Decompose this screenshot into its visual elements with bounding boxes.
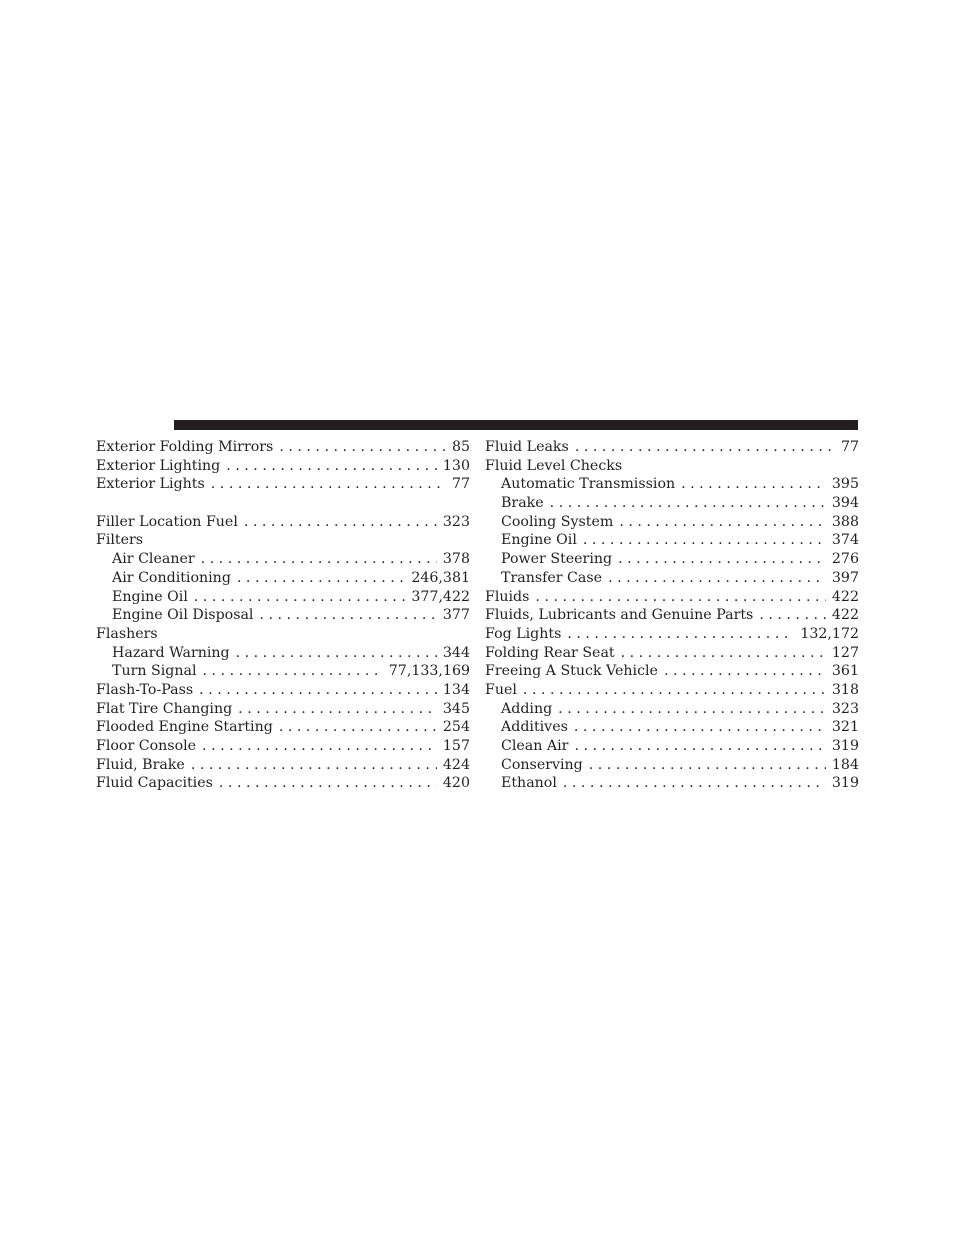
index-entry-label: Cooling System [501, 513, 614, 530]
index-entry-page: 424 [442, 756, 470, 773]
dot-leader [259, 606, 436, 625]
index-entry-page: 184 [831, 756, 859, 773]
index-entry-label: Flat Tire Changing [96, 700, 233, 717]
index-entry-page: 394 [831, 495, 859, 512]
index-entry-label: Conserving [501, 756, 583, 773]
index-entry-page: 134 [442, 681, 470, 698]
dot-leader [219, 774, 437, 793]
index-entry-page: 422 [831, 588, 859, 605]
index-entry-label: Floor Console [96, 738, 197, 754]
index-subentry [485, 718, 859, 737]
index-subentry [96, 606, 470, 625]
index-entry-page: 388 [831, 513, 859, 530]
index-entry [96, 756, 470, 775]
index-entry-label: Brake [501, 495, 544, 512]
index-entry-label: Turn Signal [112, 663, 197, 680]
dot-leader [583, 531, 826, 550]
index-entry-label: Clean Air [501, 738, 569, 754]
index-entry-label: Fluids [485, 588, 530, 605]
index-entry-label: Filler Location Fuel [96, 513, 238, 530]
index-entry-label: Automatic Transmission [501, 476, 676, 493]
index-entry [485, 644, 859, 663]
dot-leader [203, 662, 383, 681]
index-entry [96, 625, 470, 644]
index-entry-label: Fog Lights [485, 625, 562, 642]
index-entry [485, 681, 859, 700]
dot-leader [201, 550, 437, 569]
index-entry-label: Hazard Warning [112, 644, 230, 661]
index-subentry [485, 569, 859, 588]
index-entry-page: 397 [831, 569, 859, 586]
index-entry-page: 319 [831, 738, 859, 754]
index-entry [485, 588, 859, 607]
dot-leader [563, 774, 826, 793]
dot-leader [664, 662, 826, 681]
index-subentry [96, 588, 470, 607]
index-entry-label: Engine Oil [112, 588, 188, 605]
index-entry-label: Freeing A Stuck Vehicle [485, 663, 658, 680]
index-entry [485, 606, 859, 625]
index-entry [485, 625, 859, 644]
index-subentry [485, 494, 859, 513]
index-entry-label: Additives [501, 719, 568, 736]
index-entry-page: 276 [831, 551, 859, 568]
dot-leader [681, 475, 826, 494]
index-entry [485, 662, 859, 681]
index-entry-label: Fluid Leaks [485, 439, 569, 455]
index-entry [96, 513, 470, 532]
dot-leader [237, 569, 405, 588]
index-entry-page: 321 [831, 719, 859, 736]
index-entry [96, 700, 470, 719]
index-entry-label: Exterior Lights [96, 476, 205, 493]
index-entry-page: 345 [442, 700, 470, 717]
index-entry-page: 361 [831, 663, 859, 680]
index-entry-label: Fluid Level Checks [485, 457, 623, 474]
index-entry-page: 323 [442, 513, 470, 530]
dot-leader [211, 475, 446, 494]
dot-leader [621, 644, 826, 663]
index-entry-label: Exterior Lighting [96, 457, 221, 474]
dot-leader [191, 756, 437, 775]
index-entry-page: 127 [831, 644, 859, 661]
dot-leader [618, 550, 826, 569]
index-entry-label: Folding Rear Seat [485, 644, 615, 661]
dot-leader [202, 737, 437, 756]
index-entry [485, 438, 859, 457]
dot-leader [238, 700, 437, 719]
index-entry [96, 718, 470, 737]
index-entry [485, 457, 859, 476]
index-entry-label: Air Conditioning [112, 569, 231, 586]
index-entry-page: 323 [831, 700, 859, 717]
index-entry [96, 475, 470, 494]
index-column-left [96, 438, 470, 793]
dot-leader [550, 494, 826, 513]
index-entry [96, 438, 470, 457]
index-subentry [485, 531, 859, 550]
dot-leader [199, 681, 437, 700]
dot-leader [759, 606, 826, 625]
index-entry-page: 344 [442, 644, 470, 661]
index-entry [96, 774, 470, 793]
index-entry-page: 254 [442, 719, 470, 736]
index-entry-label: Flashers [96, 625, 158, 642]
dot-leader [194, 588, 405, 607]
index-entry-page: 77 [451, 476, 470, 493]
index-entry-page: 77 [840, 439, 859, 455]
index-entry-label: Fluid, Brake [96, 756, 185, 773]
dot-leader [574, 718, 826, 737]
index-entry-label: Ethanol [501, 775, 557, 792]
dot-leader [535, 588, 825, 607]
index-entry-page: 377,422 [411, 588, 470, 605]
index-entry-page: 130 [442, 457, 470, 474]
index-entry [96, 457, 470, 476]
dot-leader [567, 625, 794, 644]
index-entry-page: 319 [831, 775, 859, 792]
index-entry-label: Fuel [485, 681, 517, 698]
index-entry-page: 395 [831, 476, 859, 493]
dot-leader [523, 681, 826, 700]
index-entry-page: 318 [831, 681, 859, 698]
index-subentry [485, 737, 859, 756]
dot-leader [244, 513, 437, 532]
index-entry-label: Filters [96, 532, 144, 549]
index-subentry [485, 756, 859, 775]
index-entry-page: 77,133,169 [388, 663, 470, 680]
index-column-right [485, 438, 859, 793]
dot-leader [236, 644, 437, 663]
index-subentry [485, 774, 859, 793]
index-entry-label: Flooded Engine Starting [96, 719, 273, 736]
index-entry-label: Fluid Capacities [96, 775, 213, 792]
dot-leader [279, 438, 446, 457]
index-subentry [485, 550, 859, 569]
index-entry-page: 420 [442, 775, 470, 792]
index-subentry [96, 569, 470, 588]
index-entry-page: 422 [831, 607, 859, 624]
index-subentry [96, 662, 470, 681]
dot-leader [558, 700, 826, 719]
index-entry-label: Transfer Case [501, 569, 603, 586]
index-entry-label: Adding [501, 700, 553, 717]
index-entry-label: Air Cleaner [112, 551, 195, 568]
dot-leader [608, 569, 826, 588]
index-subentry [96, 550, 470, 569]
index-entry-page: 374 [831, 532, 859, 549]
index-entry [96, 531, 470, 550]
index-entry-label: Fluids, Lubricants and Genuine Parts [485, 607, 754, 624]
index-entry-page: 377 [442, 607, 470, 624]
index-entry-label: Power Steering [501, 551, 613, 568]
index-entry-label: Engine Oil [501, 532, 577, 549]
index-entry-page: 246,381 [411, 569, 470, 586]
index-entry [96, 737, 470, 756]
index-entry-page: 157 [442, 738, 470, 754]
dot-leader [226, 457, 437, 476]
index-entry-label: Engine Oil Disposal [112, 607, 254, 624]
index-entry-page: 132,172 [800, 625, 859, 642]
index-entry-label: Exterior Folding Mirrors [96, 439, 274, 455]
index-entry-label: Flash-To-Pass [96, 681, 194, 698]
dot-leader [575, 438, 835, 457]
index-subentry [485, 513, 859, 532]
index-subentry [485, 700, 859, 719]
dot-leader [589, 756, 826, 775]
header-rule [174, 420, 858, 430]
index-subentry [96, 644, 470, 663]
index-entry-page: 85 [451, 439, 470, 455]
index-subentry [485, 475, 859, 494]
dot-leader [574, 737, 825, 756]
index-spacer [96, 494, 470, 513]
index-entry [96, 681, 470, 700]
dot-leader [279, 718, 437, 737]
index-entry-page: 378 [442, 551, 470, 568]
dot-leader [619, 513, 826, 532]
